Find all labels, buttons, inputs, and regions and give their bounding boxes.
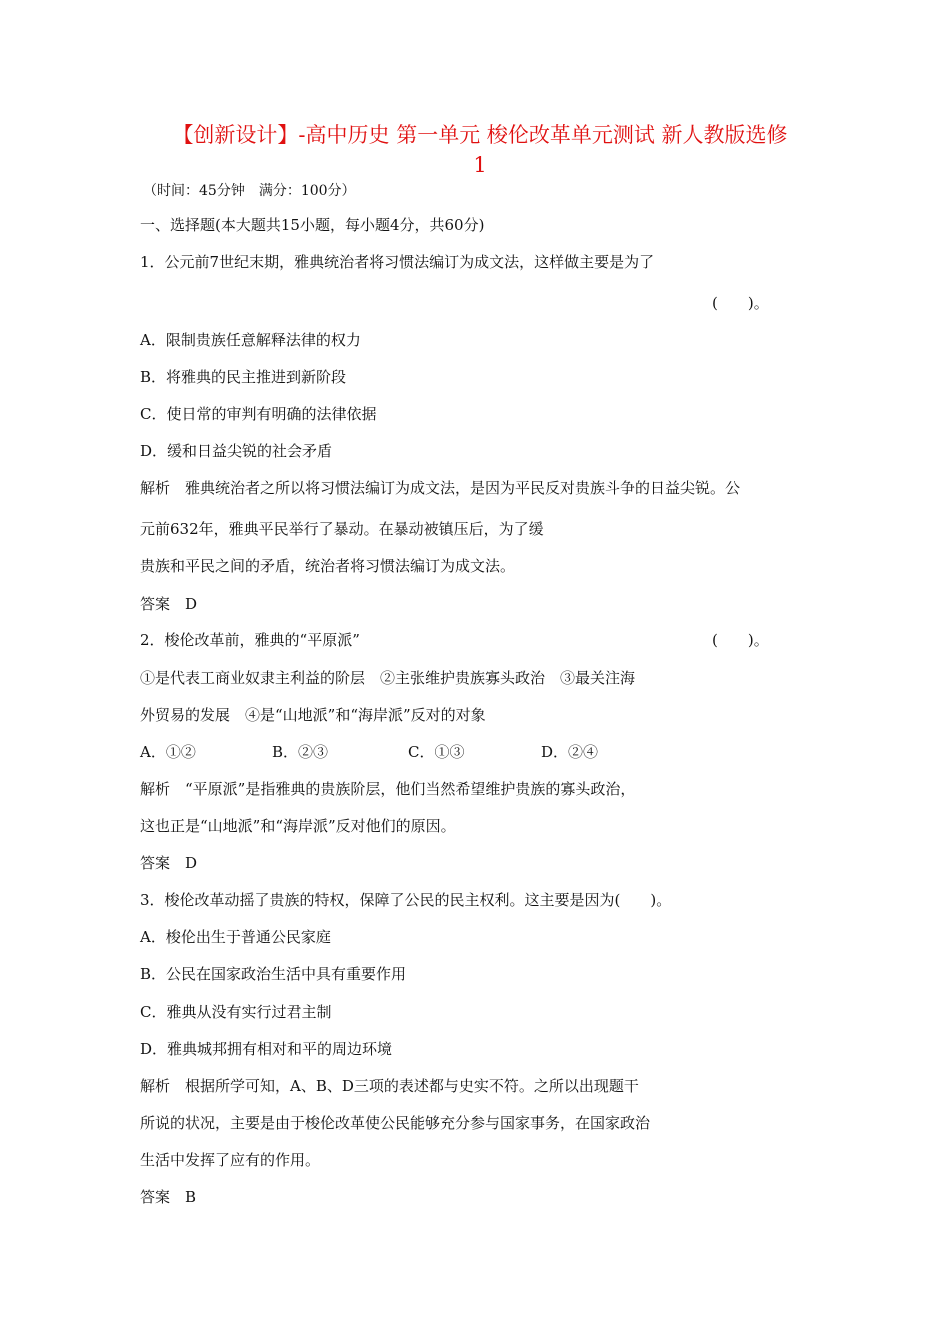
title-line-1: 【创新设计】-高中历史 第一单元 梭伦改革单元测试 新人教版选修 <box>172 123 788 147</box>
q2-item-line-2: 外贸易的发展 ④是“山地派”和“海岸派”反对的对象 <box>140 706 486 724</box>
q3-stem: 3．梭伦改革动摇了贵族的特权，保障了公民的民主权利。这主要是因为( )。 <box>140 891 672 909</box>
q2-analysis-line-2: 这也正是“山地派”和“海岸派”反对他们的原因。 <box>140 817 456 835</box>
q2-stem: 2．梭伦改革前，雅典的“平原派” <box>140 631 360 649</box>
document-title <box>140 120 820 180</box>
q2-answer-bracket: ( )。 <box>712 631 769 649</box>
q1-option-b: B．将雅典的民主推进到新阶段 <box>140 368 347 386</box>
q1-stem: 1．公元前7世纪末期，雅典统治者将习惯法编订为成文法，这样做主要是为了 <box>140 253 655 271</box>
q3-analysis-line-1: 解析 根据所学可知，A、B、D三项的表述都与史实不符。之所以出现题干 <box>140 1077 639 1095</box>
section-heading: 一、选择题(本大题共15小题，每小题4分，共60分) <box>140 216 485 234</box>
q1-answer: 答案 D <box>140 595 198 613</box>
q1-option-d: D．缓和日益尖锐的社会矛盾 <box>140 442 333 460</box>
q3-analysis-line-3: 生活中发挥了应有的作用。 <box>140 1151 321 1169</box>
q1-analysis-line-3: 贵族和平民之间的矛盾，统治者将习惯法编订为成文法。 <box>140 557 516 575</box>
q2-option-b: B．②③ <box>272 743 329 761</box>
q3-option-c: C．雅典从没有实行过君主制 <box>140 1003 332 1021</box>
q2-option-d: D．②④ <box>541 743 599 761</box>
q3-analysis-line-2: 所说的状况，主要是由于梭伦改革使公民能够充分参与国家事务，在国家政治 <box>140 1114 651 1132</box>
q1-option-c: C．使日常的审判有明确的法律依据 <box>140 405 377 423</box>
q1-answer-bracket: ( )。 <box>712 294 769 312</box>
q2-analysis-line-1: 解析 “平原派”是指雅典的贵族阶层，他们当然希望维护贵族的寡头政治， <box>140 780 636 798</box>
q1-analysis-line-2: 元前632年，雅典平民举行了暴动。在暴动被镇压后，为了缓 <box>140 520 544 538</box>
q3-option-b: B．公民在国家政治生活中具有重要作用 <box>140 965 407 983</box>
q1-analysis-line-1: 解析 雅典统治者之所以将习惯法编订为成文法，是因为平民反对贵族斗争的日益尖锐。公 <box>140 479 741 497</box>
q3-answer: 答案 B <box>140 1188 197 1206</box>
q2-option-a: A．①② <box>140 743 196 761</box>
exam-meta: （时间：45分钟 满分：100分） <box>143 183 356 199</box>
q3-option-d: D．雅典城邦拥有相对和平的周边环境 <box>140 1040 393 1058</box>
q2-item-line-1: ①是代表工商业奴隶主利益的阶层 ②主张维护贵族寡头政治 ③最关注海 <box>140 669 636 687</box>
title-line-2: 1 <box>473 153 487 177</box>
q2-answer: 答案 D <box>140 854 198 872</box>
q1-option-a: A．限制贵族任意解释法律的权力 <box>140 331 361 349</box>
q2-option-c: C．①③ <box>408 743 465 761</box>
q3-option-a: A．梭伦出生于普通公民家庭 <box>140 928 331 946</box>
